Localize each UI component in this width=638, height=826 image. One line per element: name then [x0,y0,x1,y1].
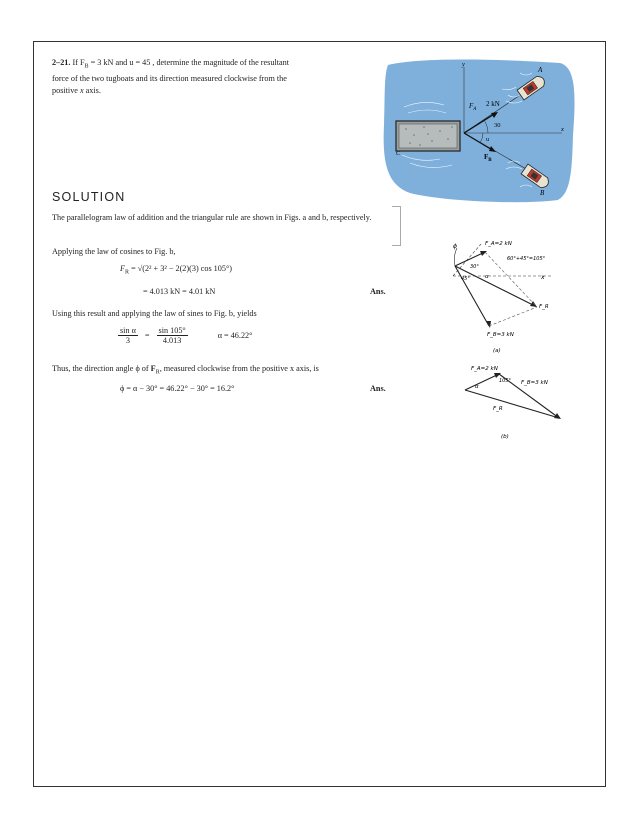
sketch-b [455,360,575,442]
sketch-a-angle1: 60°+45°=105° [507,256,546,262]
problem-text-c: axis. [83,85,101,95]
fr-equation-1 [120,264,232,276]
sketch-b-fb: F_B=3 kN [521,380,548,386]
direction-intro-c: , measured clockwise from the positive x axis, is [159,364,319,373]
problem-statement [52,57,302,96]
direction-intro-sub: R [155,369,160,376]
phi-equation: ϕ = α − 30° = 46.22° − 30° = 16.2° [120,384,235,393]
page-tab-marker [392,206,401,246]
c-label: C [396,151,401,157]
solution-intro: The parallelogram law of addition and the triangular rule are shown in Figs. a and b, respectively. [52,213,372,222]
fr-eq1-rhs: = √(2² + 3² − 2(2)(3) cos 105°) [131,264,232,273]
alpha-result: α = 46.22° [217,331,253,340]
angle-u-label: u [486,137,489,143]
sketch-a-fa: F_A=2 kN [485,241,512,247]
fraction-1-num: sin α [120,326,136,335]
problem-number: 2–21. [52,58,71,67]
sketch-b-alpha: α [475,384,479,390]
fr-lhs: F [120,264,126,273]
sketch-a-fb: F_B=3 kN [487,332,514,338]
sketch-b-caption: (b) [501,434,509,440]
answer-label-1: Ans. [370,287,386,296]
fr-equation-2: = 4.013 kN = 4.01 kN [143,287,216,296]
sketch-a [445,236,565,358]
fa-label: $F_A$ [469,102,477,112]
sine-equals: = [144,331,150,340]
fb-label: $F_B$ [484,153,492,163]
problem-text-a: If F [72,58,85,67]
sketch-b-angle: 105° [499,378,512,384]
sketch-a-phi: ϕ [453,243,457,250]
direction-intro-a: Thus, the direction angle ϕ of [52,364,151,373]
sketch-a-alpha: α [485,274,489,280]
angle-30-label: 30 [494,122,501,129]
a-label: A [538,66,543,74]
sketch-b-fr: F_R [493,406,503,412]
fraction-1-den: 3 [125,336,130,345]
x-axis-label: x [561,126,564,133]
sketch-a-angle30: 30° [470,264,479,270]
tugboat-figure [380,55,580,205]
answer-label-2: Ans. [370,384,386,393]
sine-law-equation [118,326,252,345]
fraction-2-den: 4.013 [162,336,182,345]
direction-intro-b: F [150,364,156,373]
solution-title: SOLUTION [52,190,126,204]
b-label: B [540,189,545,197]
fraction-2-num: sin 105° [158,326,186,335]
sketch-a-angle45: 45° [461,276,470,282]
sine-intro: Using this result and applying the law of sines to Fig. b, yields [52,309,257,318]
fraction-1 [118,326,138,345]
sketch-b-fa: F_A=2 kN [471,366,498,372]
sketch-a-fr: F_R [539,304,549,310]
fr-sub: R [125,269,130,276]
problem-sub: B [84,63,89,70]
y-axis-label: y [462,61,465,68]
fa-value: 2 kN [486,100,500,108]
problem-text-b: = 3 kN and u = 45 , determine the magnitude of the resultant force of the two tugboats and its direction measured clockwise from the positive [52,58,290,95]
direction-intro [52,363,319,379]
cosine-intro: Applying the law of cosines to Fig. b, [52,247,176,256]
sketch-a-caption: (a) [493,348,501,354]
sketch-a-x: x [541,274,545,281]
problem-var: x [79,85,84,95]
fraction-2 [157,326,188,345]
